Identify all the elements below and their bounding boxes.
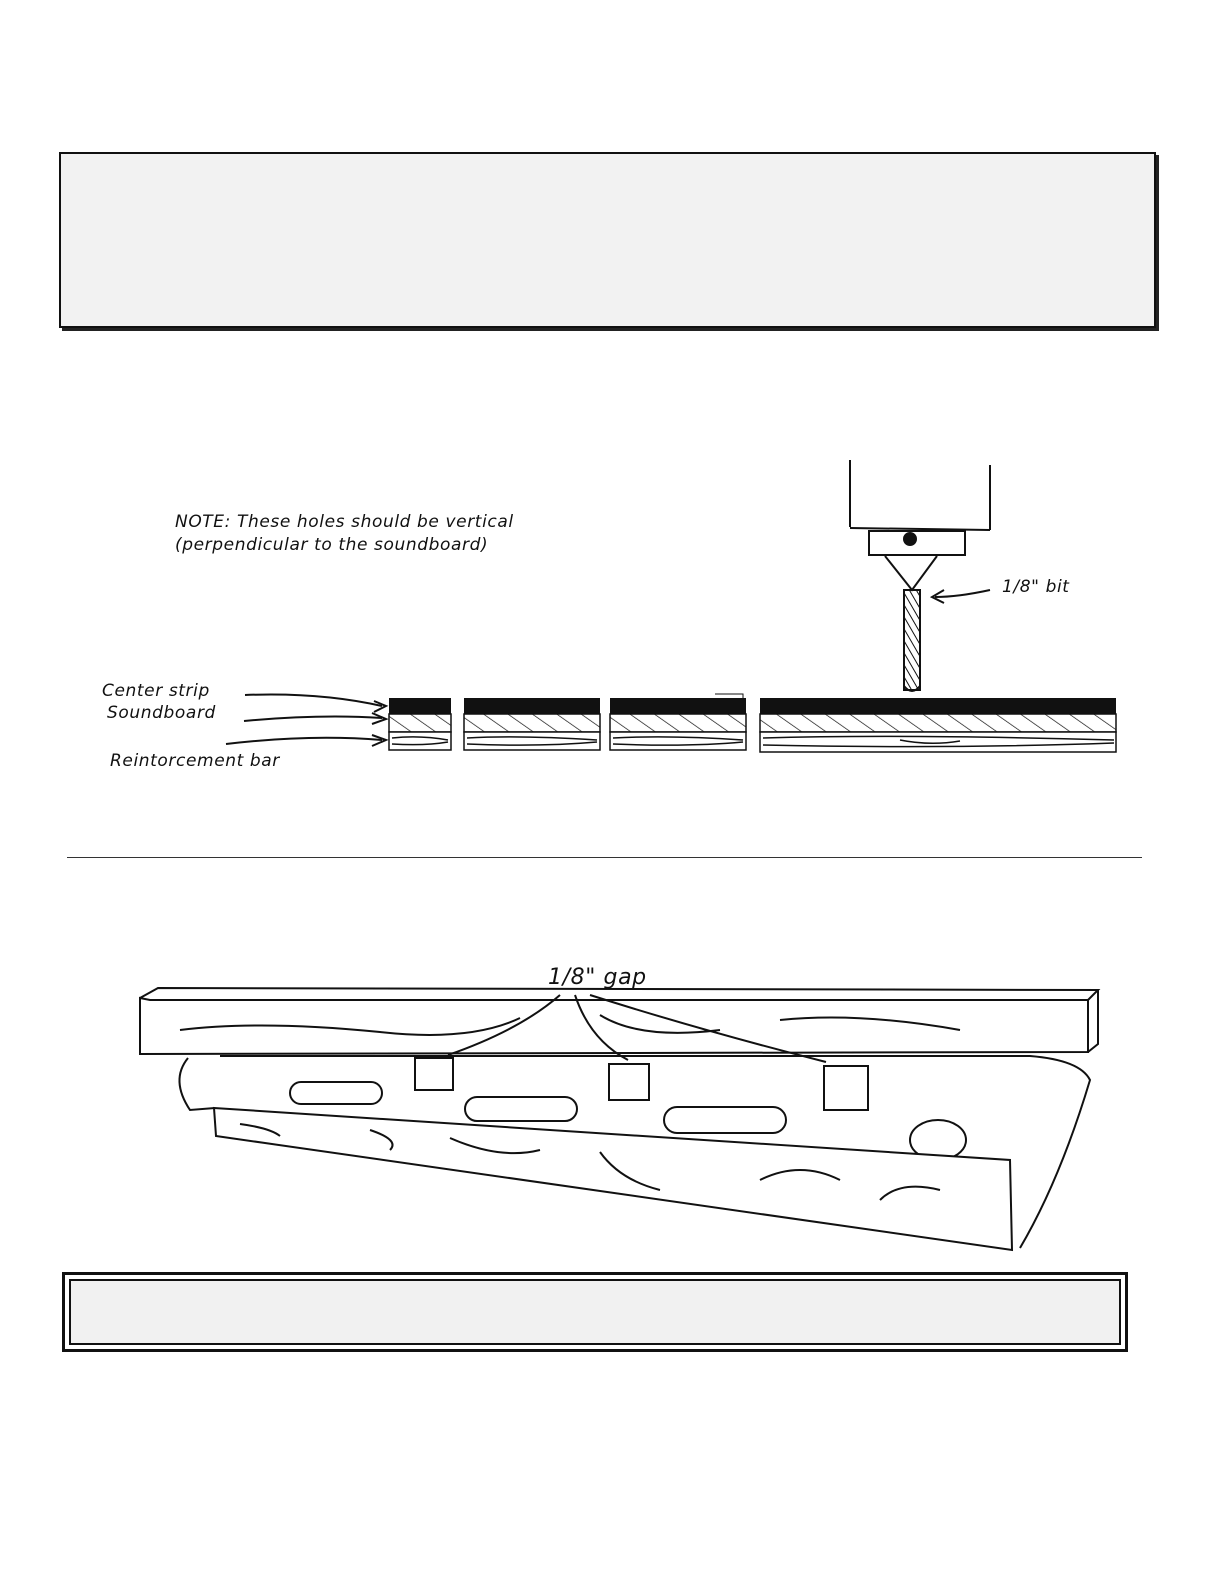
reinforcement-bar-label: Reintorcement bar [110,751,280,771]
segment-2 [464,698,600,750]
section-divider [67,857,1142,858]
note-line-1: NOTE: These holes should be vertical [175,512,514,532]
note-line-2: (perpendicular to the soundboard) [175,535,489,555]
bottom-instruction-panel [62,1272,1128,1352]
label-arrows [226,694,386,746]
segment-4 [760,698,1116,752]
center-strip-label: Center strip [102,681,210,701]
bottom-panel-inner [69,1279,1121,1345]
soundboard-label: Soundboard [107,703,216,723]
segment-3 [610,694,746,750]
jig-assembly [140,988,1098,1250]
drill-bit [904,590,920,690]
cross-section [389,694,1116,752]
bit-label: 1/8" bit [1002,577,1070,597]
segment-1 [389,698,451,750]
gap-label: 1/8" gap [548,965,647,990]
chuck-key-dot [904,533,916,545]
drill-press [850,460,990,691]
